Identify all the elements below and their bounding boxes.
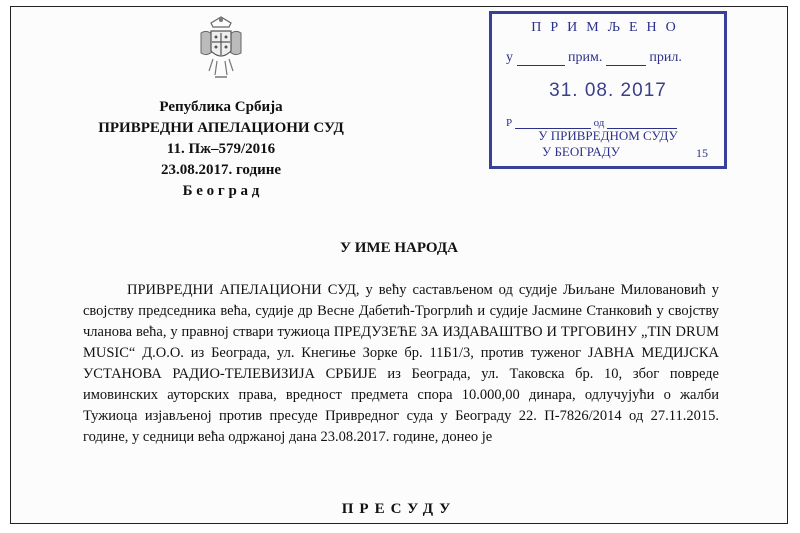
stamp-court-line-1: У ПРИВРЕДНОМ СУДУ [538, 128, 678, 143]
stamp-pril-label: прил. [649, 50, 682, 65]
verdict-heading: ПРЕСУДУ [341, 501, 457, 517]
city-name: Б е о г р а д [182, 183, 260, 199]
court-name: ПРИВРЕДНИ АПЕЛАЦИОНИ СУД [98, 120, 344, 136]
judgment-paragraph: ПРИВРЕДНИ АПЕЛАЦИОНИ СУД, у већу састављеном од судије Љиљане Миловановић у својству председника већа, судије др Весне Дабетић-Трогрлић и судије Јасмине Станковић у својству чланова већа, у правној ствари тужиоца ПРЕДУЗЕЋЕ ЗА ИЗДАВАШТВО И ТРГОВИНУ „TIN DRUM MUSIC“ Д.О.О. из Београда, ул. Кнегиње Зорке бр. 11Б1/3, против туженог ЈАВНА МЕДИЈСКА УСТАНОВА РАДИО-ТЕЛЕВИЗИЈА СРБИЈЕ из Београда, ул. Таковска бр. 10, због повреде имовинских ауторских права, вредност предмета спора 10.000,00 динара, одлучујући о жалби Тужиоца изјављеној против пресуде Привредног суда у Београду 22. П-7826/2014 од 27.11.2015. године, у седници већа одржаној дана 23.08.2017. године, донео је [83, 282, 719, 445]
stamp-court-line-2: У БЕОГРАДУ [542, 144, 620, 159]
document-page [10, 6, 788, 524]
document-heading: У ИМЕ НАРОДА [340, 240, 458, 256]
document-date: 23.08.2017. године [160, 162, 282, 178]
country-name: Република Србија [159, 99, 283, 115]
stamp-u-label: у [506, 50, 513, 65]
stamp-register-row [506, 114, 677, 129]
stamp-prim-label: прим. [568, 50, 603, 65]
stamp-title: ПРИМЉЕНО [531, 20, 685, 35]
stamp-r-label: Р [506, 117, 513, 129]
stamp-od-label: од [593, 117, 605, 129]
document-body [83, 280, 719, 448]
stamp-receipt-row [506, 50, 682, 66]
court-header [91, 97, 351, 202]
case-number: 11. Пж–579/2016 [166, 141, 276, 157]
stamp-number: 15 [696, 146, 708, 160]
stamp-date: 31. 08. 2017 [549, 80, 667, 101]
received-stamp [489, 11, 727, 169]
coat-of-arms-icon [197, 15, 245, 83]
